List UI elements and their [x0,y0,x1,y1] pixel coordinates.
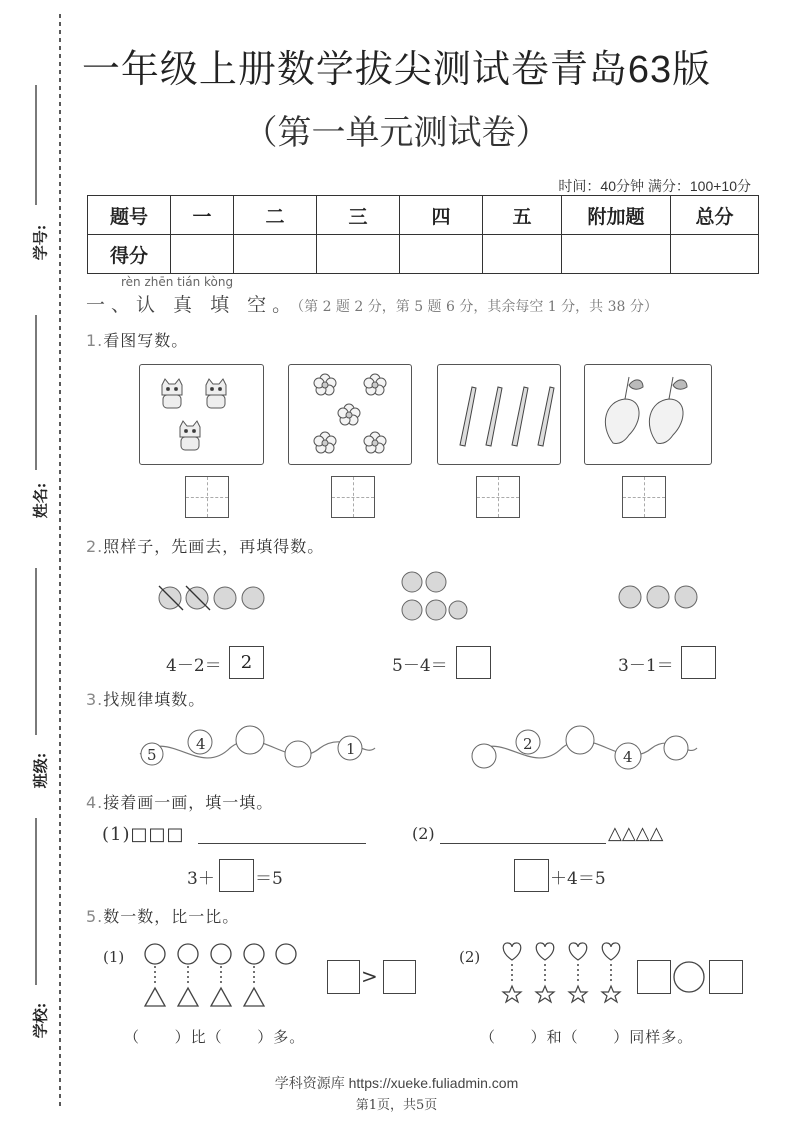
flower-vine-left [130,718,380,778]
part-1-shapes: (1)□□□ [102,824,185,845]
answer-grid-1[interactable] [185,476,229,518]
flowers-picture [288,364,412,465]
score-input-cell[interactable] [400,235,483,274]
answer-grid-4[interactable] [622,476,666,518]
section-pinyin: rèn zhēn tián kòng [121,275,234,289]
equation-4-right: ＝5 [255,869,283,889]
answer-grid-3[interactable] [476,476,520,518]
strawberry-icon [614,582,714,612]
pens-picture [437,364,561,465]
pen-icon [438,365,560,464]
score-table [87,195,759,274]
compare-box-2[interactable] [383,960,416,994]
page-title: 一年级上册数学拔尖测试卷青岛63版 [81,49,712,91]
question-1 [86,328,188,351]
question-2 [86,534,324,557]
mangoes-picture [584,364,712,465]
score-input-cell[interactable] [234,235,317,274]
page-subtitle: （第一单元测试卷） [243,113,550,153]
table-cell: 二 [234,196,317,235]
sequence-number: 1 [346,740,356,758]
table-cell: 总分 [671,196,759,235]
score-table-header-row [88,196,759,235]
section-heading-text: 一、认 真 填 空。 [86,294,298,316]
compare-box-3[interactable] [637,960,671,994]
greater-than-sign: > [361,964,378,988]
answer-box-2[interactable] [456,646,491,679]
hearts-stars-figure [496,940,636,1006]
class-label: 班级: [31,752,50,789]
table-cell: 题号 [88,196,171,235]
footer-site: 学科资源库 https://xueke.fuliadmin.com [274,1075,519,1091]
question-text: 数一数，比一比。 [103,907,240,926]
equation-2: 5－4＝ [392,656,448,676]
part-2-triangles: △△△△ [608,823,664,844]
sequence-number: 4 [196,735,206,753]
question-4 [86,790,273,813]
section-heading [86,290,658,317]
answer-box-1[interactable] [229,646,264,679]
question-number: 2. [86,537,104,556]
equation-1: 4－2＝ [166,656,222,676]
flower-vine-right [462,718,702,778]
name-label: 姓名: [31,482,50,519]
table-cell: 五 [483,196,562,235]
table-cell: 附加题 [562,196,671,235]
cats-picture [139,364,264,465]
score-input-cell[interactable] [671,235,759,274]
part-2-label: (2) [412,824,435,843]
answer-box-4[interactable] [219,859,254,892]
answer-value: 2 [240,652,253,673]
sequence-number: 2 [523,735,533,753]
binding-margin [0,0,80,1122]
compare-circle[interactable] [672,960,706,994]
score-input-cell[interactable] [562,235,671,274]
part-2-label: (2) [459,948,481,966]
question-3 [86,687,205,710]
score-input-cell[interactable] [483,235,562,274]
compare-box-1[interactable] [327,960,360,994]
flower-icon [289,365,411,464]
strawberry-icon [398,568,468,628]
question-5 [86,904,239,927]
circles-triangles-figure [138,940,308,1012]
question-text: 找规律填数。 [103,690,206,709]
question-number: 3. [86,690,104,709]
section-score-note: （第 2 题 2 分，第 5 题 6 分，其余每空 1 分，共 38 分） [297,299,658,315]
sequence-number: 5 [147,746,157,764]
answer-grid-2[interactable] [331,476,375,518]
score-input-cell[interactable] [171,235,234,274]
sentence-2: （ ）和（ ）同样多。 [480,1028,694,1046]
table-cell: 三 [317,196,400,235]
question-text: 看图写数。 [103,331,189,350]
score-table-score-row [88,235,759,274]
table-cell: 一 [171,196,234,235]
sequence-number: 4 [623,748,633,766]
compare-box-4[interactable] [709,960,743,994]
question-text: 照样子，先画去，再填得数。 [103,537,325,556]
equation-4-left: 3＋ [187,869,215,889]
exam-meta: 时间：40分钟 满分：100+10分 [558,178,751,194]
table-cell: 得分 [88,235,171,274]
mango-icon [585,365,711,464]
drawing-line-1[interactable] [198,843,366,844]
part-1-label: (1) [103,948,125,966]
drawing-line-2[interactable] [440,843,606,844]
answer-box-3[interactable] [681,646,716,679]
question-number: 1. [86,331,104,350]
question-text: 接着画一画，填一填。 [103,793,274,812]
score-input-cell[interactable] [317,235,400,274]
equation-3: 3－1＝ [618,656,674,676]
page-number: 第1页，共5页 [355,1098,438,1113]
student-id-label: 学号: [31,224,50,261]
question-number: 4. [86,793,104,812]
answer-box-5[interactable] [514,859,549,892]
question-number: 5. [86,907,104,926]
equation-5: ＋4＝5 [550,869,606,889]
sentence-1: （ ）比（ ）多。 [124,1028,306,1046]
school-label: 学校: [31,1002,50,1039]
table-cell: 四 [400,196,483,235]
strawberry-icon [155,578,285,614]
cat-icon [140,365,263,464]
